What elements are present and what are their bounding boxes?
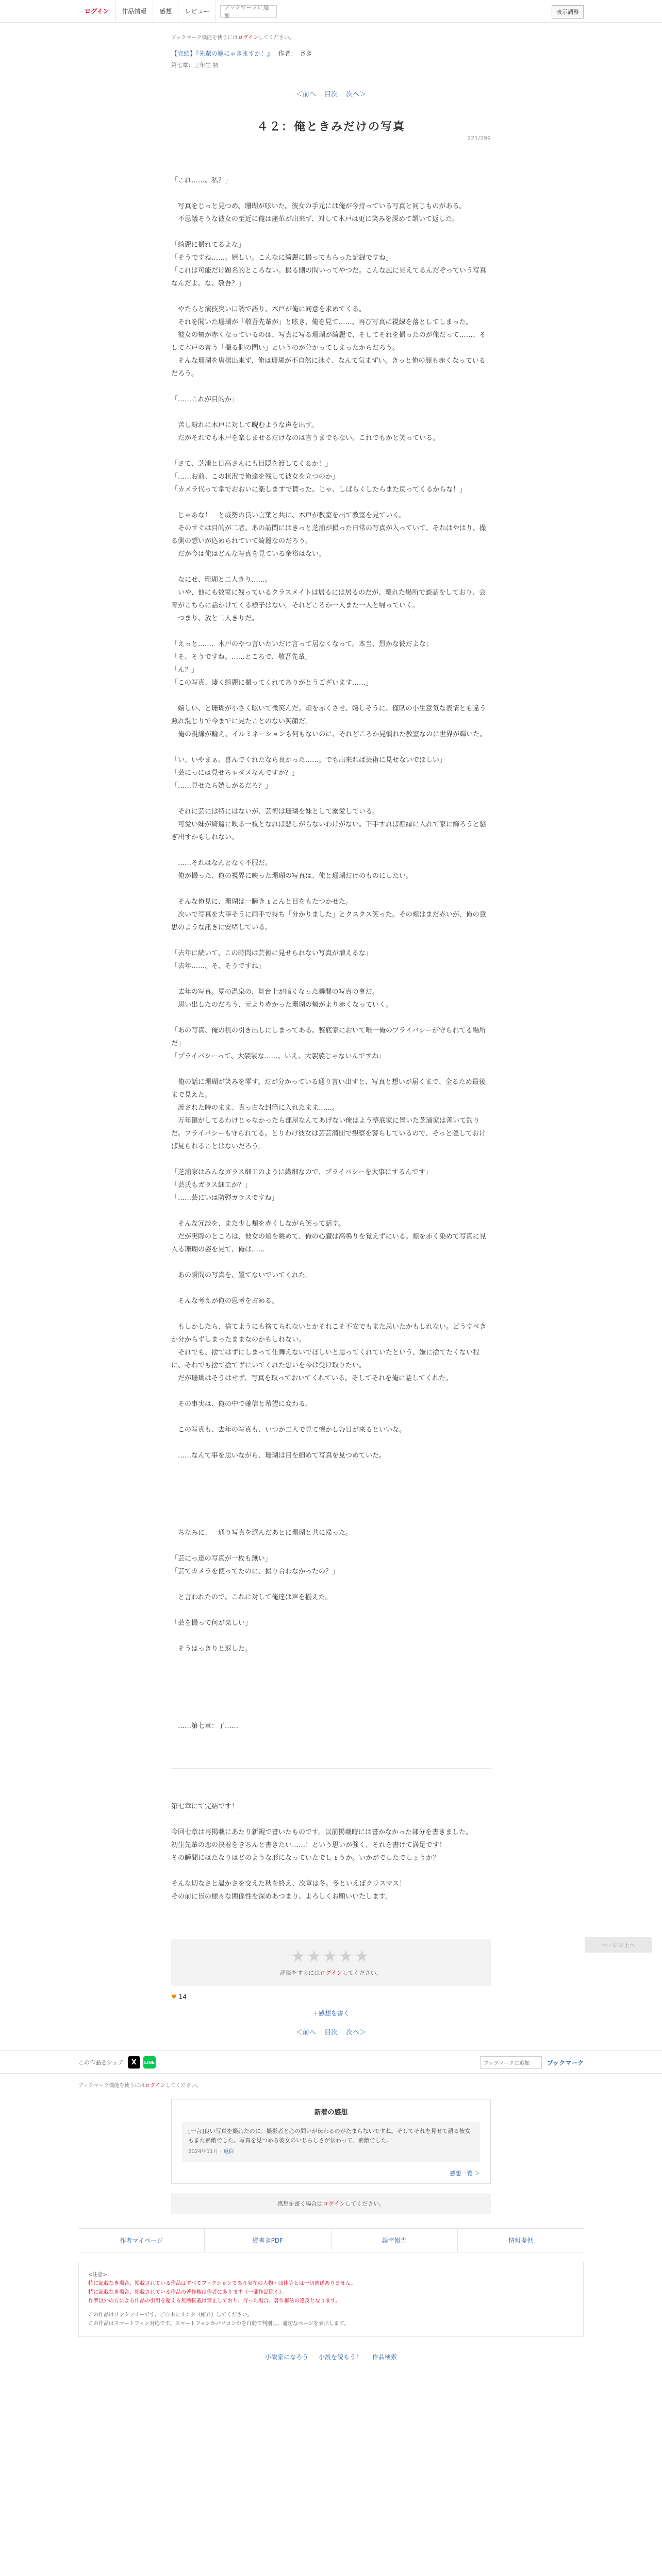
login-notice: ブックマーク機能を使うにはログインしてください。 — [171, 35, 294, 41]
body-paragraph: 「芸を撮って何が楽しい」 — [171, 1619, 252, 1627]
body-paragraph: その事実は、俺の中で確信と希望に変わる。 — [171, 1400, 312, 1408]
body-paragraph: 「芸氏もガラス細工か？」 — [171, 1181, 252, 1189]
series-title-link[interactable]: 【完結】『先輩の嫁にゃきますか！』 — [171, 50, 273, 57]
nav-work-info-link[interactable]: 作品情報 — [115, 0, 153, 23]
body-paragraph — [171, 1578, 491, 1591]
chapter-subtitle: 第七章：三年生 初 — [171, 62, 219, 69]
body-paragraph — [171, 1501, 491, 1514]
like-row — [171, 1993, 491, 2001]
notice-red-line: 作者以外の方による作品の引用を超える無断転載は禁止しており、行った場合、著作権法の違反となります。 — [88, 2298, 341, 2304]
body-paragraph: 俺の話に珊瑚が笑みを零す。だが分かっている通り言い出すと、写真と想いが届くまで、全るため最後まで見えた。 — [171, 1078, 486, 1099]
body-paragraph: ちなみに、一通り写真を選んだあとに珊瑚と共に帰った。 — [171, 1529, 353, 1537]
body-paragraph — [171, 1488, 491, 1501]
body-paragraph: 「芸にっには見せちゃダメなんですか？」 — [171, 769, 299, 777]
body-paragraph — [171, 1668, 491, 1681]
body-paragraph: 苦し紛れに木戸に対して睨むような声を出す。 — [171, 421, 318, 429]
share-row — [0, 2050, 662, 2074]
body-paragraph: 「去年……、そ、そうですね」 — [171, 962, 265, 970]
body-paragraph: 渡された時のまま、真っ白な封筒に入れたまま……。 — [171, 1104, 339, 1112]
body-paragraph: やたらと演技臭い口調で語り、木戸が俺に同意を求めてくる。 — [171, 306, 366, 313]
series-info — [171, 49, 491, 58]
author-mypage-link[interactable]: 作者マイページ — [78, 2229, 205, 2252]
top-nav — [78, 0, 216, 23]
body-paragraph: ……それはなんとなく不服だ。 — [171, 859, 272, 867]
body-paragraph — [171, 1011, 491, 1024]
novel-content — [171, 33, 491, 1733]
bottom-nav — [0, 2352, 662, 2361]
body-paragraph: 「あの写真、俺の机の引き出しにしまってある。整底家において唯一俺のプライバシーが守られてる場所だ」 — [171, 1027, 486, 1047]
body-paragraph: 「カメラ代って掌でおおいに楽しますで貰った。じゃ、しばらくしたらまた戻ってくるからな！」 — [171, 486, 467, 494]
body-paragraph — [171, 625, 491, 638]
body-paragraph: ……なんて事を思いながら、珊瑚は目を細めて写真を見つめていた。 — [171, 1452, 386, 1460]
afterword-paragraph: そんな切なさと温かさを交えた秋を終え、次章は冬。冬といえばクリスマス！ — [171, 1880, 406, 1888]
bookmark-button[interactable]: ブックマーク — [547, 2059, 584, 2066]
body-paragraph: そんな珊瑚を唐揚出来ず、俺は珊瑚が不自然に泳ぐ、なんて気まずい。きっと俺の顔も赤くなっているだろう。 — [171, 357, 486, 378]
body-paragraph: 「芸にっ達の写真が一枚も無い」 — [171, 1555, 272, 1563]
body-paragraph: 「この写真、凄く綺麗に撮ってくれてありがとうございます……」 — [171, 679, 373, 687]
body-paragraph — [171, 1282, 491, 1295]
body-paragraph: 「芸てカメラを使ってたのに、撮り合わなかったの？」 — [171, 1568, 339, 1575]
body-paragraph: 「綺麗に撮れてるよな」 — [171, 241, 245, 249]
body-paragraph: 万年鍵がしてるわけじゃなかったら部屋なんてあげない俺はよう整底家に置いた芝浦家は善いて釣りだ。プライバシーも守られてる。とりわけ彼女は芸芸満開で観察を警らしているので、そっと隠しておけば見られることはないだろう。 — [171, 1117, 486, 1150]
afterword-paragraph: 第七章にて完結です！ — [171, 1803, 239, 1810]
body-paragraph — [171, 973, 491, 986]
toc-link[interactable]: 目次 — [324, 91, 338, 98]
nav-impressions-link[interactable]: 感想 — [153, 0, 178, 23]
notice-red-line: 特に記載なき場合、掲載されている作品はすべてフィクションであり実在の人物・団体等とは一切関係ありません。 — [88, 2281, 356, 2286]
episode-pager — [171, 89, 491, 98]
body-paragraph — [171, 1308, 491, 1320]
body-paragraph: 「そ、そうですね。……ところで、敬吾先輩」 — [171, 653, 312, 661]
body-paragraph: そんな俺見に、珊瑚は一瞬きょとんと目をもたつかせた。 — [171, 898, 353, 906]
share-label: この作品をシェア — [78, 2059, 124, 2066]
body-paragraph: それに芸には特にはないが、芸術は珊瑚を妹として溺愛している。 — [171, 808, 379, 816]
line-share-icon[interactable]: LINE — [143, 2056, 156, 2069]
body-paragraph — [171, 1694, 491, 1707]
nav-review-link[interactable]: レビュー — [178, 0, 216, 23]
body-paragraph: 「芝浦家はみんなガラス細工のように繊細なので、プライバシーを大事にするんです」 — [171, 1168, 432, 1176]
prev-link-bottom[interactable]: ＜前へ — [295, 2029, 316, 2037]
body-paragraph: なにせ、珊瑚と二人きり……。 — [171, 576, 272, 584]
impression-text: [一言]良い写真を撮れたのに。撮影者と心の問いが伝わるのがたまらないですね。そしてそれを見せて語る彼女もまた素敵でした。写真を見つめる彼女のいじらしさが伝わって、素敵でした。 — [188, 2128, 471, 2144]
rating-box — [171, 1939, 491, 1986]
notice-info-box — [78, 2262, 584, 2337]
episode-body — [171, 174, 491, 1733]
next-link[interactable]: 次へ＞ — [346, 91, 367, 98]
body-paragraph: 「い、いやまぁ。喜んでくれたなら良かった……。でも出来れば芸術に見せないでほしい」 — [171, 756, 446, 764]
notice-line: この作品はスマートフォン対応です。スマートフォンかパソコンかを自動で判別し、適切なページを表示します。 — [88, 2321, 349, 2327]
body-paragraph: この写真も、去年の写真も、いつか二人で見て懐かしむ日が来るといいな。 — [171, 1426, 406, 1434]
body-paragraph: 「これ……、私？」 — [171, 177, 232, 184]
afterword-paragraph: 今回七章は再掲載にあたり新規で書いたものです。以前掲載時には書かなかった部分を書きました。 — [171, 1828, 472, 1836]
toc-link-bottom[interactable]: 目次 — [324, 2029, 338, 2037]
body-paragraph — [171, 844, 491, 857]
body-paragraph: 「ん？」 — [171, 666, 198, 674]
read-link[interactable]: 小説を読もう！ — [318, 2353, 362, 2361]
body-paragraph: そのすぐは目的が二者、あの訪問にはきっと芝浦が撮った日常の写真が入っていて、それはやはり、撮る側の想いが込められていて綺麗なのだろう。 — [171, 524, 486, 545]
x-share-icon[interactable]: X — [128, 2056, 140, 2069]
body-paragraph — [171, 1411, 491, 1423]
body-paragraph — [171, 187, 491, 200]
episode-title: ４２：俺ときみだけの写真 — [256, 121, 405, 133]
footer-links — [78, 2228, 584, 2252]
rating-login-link[interactable]: ログイン — [320, 1970, 342, 1976]
body-paragraph: 思い出したのだろう、元より赤かった珊瑚の頬がより赤くなっていく。 — [171, 1001, 392, 1009]
body-paragraph: 写真をじっと見つめ、珊瑚が呟いた。彼女の手元には俺が今持っている写真と同じものがある。 — [171, 202, 466, 210]
notice-login-link-bottom[interactable]: ログイン — [145, 2083, 166, 2089]
write-impression-link[interactable]: ＋感想を書く — [312, 2010, 350, 2017]
body-paragraph: 「去年に続いて、この時間は芸術に見せられない写真が増えるな」 — [171, 950, 372, 957]
recent-impressions-box — [171, 2099, 491, 2184]
body-paragraph: 「そうですね……。嬉しい。こんなに綺麗に撮ってもらった記録ですね」 — [171, 254, 393, 262]
body-paragraph — [171, 1256, 491, 1269]
body-paragraph — [171, 883, 491, 895]
body-paragraph: だが珊瑚はそうはせず、写真を取っておいてくれている。そしてそれを俺に話してくれた。 — [171, 1375, 452, 1382]
body-paragraph — [171, 1385, 491, 1398]
site-link[interactable]: 小説家になろう — [265, 2353, 309, 2361]
body-paragraph — [171, 1630, 491, 1642]
body-paragraph: だが今は俺はどんな写真を見ている余裕はない。 — [171, 550, 326, 558]
body-paragraph: 嬉しい、と珊瑚が小さく呟いて微笑んだ。頬を赤くさせ、嬉しそうに、僅臥の小生意気な表情とも違う照れ混じりで今までに見たことのない笑顔だ。 — [171, 705, 486, 725]
body-paragraph: 俺の視線が輪え、イルミネーションも何もないのに、それどころか見慣れた教室なのに世界が輝いた。 — [171, 731, 487, 738]
body-paragraph: 「えっと……、木戸のやつ言いたいだけ言って居なくなって。本当、烈かな彼だよな」 — [171, 640, 433, 648]
page-top-button[interactable]: ページの上へ — [585, 1937, 652, 1953]
afterword-paragraph: 初生先輩の恋の決着をきちんと書きたい……！という思いが強く、それを書けて満足です！ — [171, 1841, 446, 1849]
body-paragraph: あの瞬間の写真を、置てないでいてくれた。 — [171, 1272, 312, 1279]
body-paragraph: それでも、捨てはずにしまって仕舞えないでほしいと思ってくれていたという、嫌に捨てたくない程に、それでも捨て捨てずにいてくれた想いを今は受け取りたい。 — [171, 1349, 480, 1369]
body-paragraph — [171, 741, 491, 754]
body-paragraph: 彼女の頬が赤くなっているのは、写真に写る珊瑚が綺麗で、そしてそれを撮ったのが俺だって……、そして木戸の言う「撮る側の問い」というのが分かってしまったからだろう。 — [171, 331, 486, 352]
impression-login-link[interactable]: ログイン — [322, 2200, 345, 2207]
body-paragraph: ……第七章：了…… — [171, 1722, 239, 1730]
like-count: 14 — [178, 1993, 187, 2001]
body-paragraph: 「……お前、この状況で俺達を残して彼女を立つのか」 — [171, 473, 339, 481]
body-paragraph — [171, 496, 491, 509]
login-notice-bottom: ブックマーク機能を使うにはログインしてください。 — [78, 2083, 202, 2089]
body-paragraph: そんな考えが俺の思考を占める。 — [171, 1297, 279, 1305]
episode-pager-bottom — [0, 2027, 662, 2037]
body-paragraph — [171, 689, 491, 702]
body-paragraph: 不思議そうな彼女の至近に俺は座革が出来ず、対して木戸は更に笑みを深めて頷いて返した。 — [171, 215, 459, 223]
reply-link[interactable]: 返信 — [223, 2149, 234, 2155]
recent-impressions-heading: 新着の感想 — [314, 2109, 348, 2116]
body-paragraph — [171, 1436, 491, 1449]
body-paragraph: 「……芸にいは防弾ガラスですね」 — [171, 1194, 278, 1202]
notice-line: この作品はリンクフリーです。ご自由にリンク（紹介）してください。 — [88, 2312, 253, 2318]
body-paragraph — [171, 1475, 491, 1488]
body-paragraph — [171, 1539, 491, 1552]
body-paragraph — [171, 290, 491, 303]
body-paragraph — [171, 1707, 491, 1720]
afterword-paragraph: その前に皆の様々な関係性を深めあつまり、よろしくお願いいたします。 — [171, 1893, 392, 1901]
body-paragraph — [171, 226, 491, 239]
rating-note: 評価をするにはログインしてください。 — [280, 1970, 382, 1976]
typo-report-link[interactable]: 誤字報告 — [332, 2229, 458, 2252]
body-paragraph: そんな冗談を、また少し頬を赤くしながら笑って話す。 — [171, 1220, 345, 1228]
afterword-paragraph — [171, 1865, 491, 1877]
bookmark-add-box[interactable]: ブックマークに追加 — [220, 5, 277, 18]
search-link[interactable]: 作品検索 — [372, 2353, 397, 2361]
body-paragraph: と言われたので、これに対して俺達は声を揃えた。 — [171, 1594, 332, 1601]
vertical-pdf-link[interactable]: 縦書きPDF — [205, 2229, 331, 2252]
afterword — [171, 1769, 491, 1903]
body-paragraph: もしかしたら、捨てようにも捨てられないとかそれこそ不安でもまた思いたかもしれない。どうすべきか分からずしまったままなのかもしれない。 — [171, 1323, 486, 1344]
body-paragraph: 次いで写真を大事そうに両手で持ち「分かりました」とクスクス笑った。その頬はまだ赤いが、俺の意思のような訊きに安堵している。 — [171, 911, 486, 931]
impression-login-notice: 感想を書く場合はログインしてください。 — [171, 2193, 491, 2214]
body-paragraph: じゃあな！ と威勢の良い言葉と共に、木戸が教室を出て教室を見ていく。 — [171, 512, 406, 519]
body-paragraph: つまり、放と二人きりだ。 — [171, 615, 259, 622]
impression-item — [182, 2122, 480, 2162]
body-paragraph: 「……これが目的か」 — [171, 396, 239, 403]
body-paragraph: それを聞いた珊瑚が「敬吾先輩が」と呟き、俺を見て……、再び写真に視線を落としてしまった。 — [171, 318, 473, 326]
impression-list-link[interactable]: 感想一覧 ＞ — [450, 2170, 480, 2177]
body-paragraph — [171, 1514, 491, 1527]
body-paragraph — [171, 792, 491, 805]
body-paragraph: 去年の写真。夏の温泉の、舞台上が暗くなった瞬間の写真の事だ。 — [171, 988, 379, 996]
top-header — [0, 0, 662, 23]
rating-stars[interactable]: ★★★★★ — [291, 1947, 371, 1965]
heart-icon[interactable]: ♥ — [171, 1993, 177, 2001]
body-paragraph — [171, 1063, 491, 1076]
body-paragraph — [171, 406, 491, 419]
body-paragraph — [171, 1681, 491, 1694]
nav-login-link[interactable]: ログイン — [78, 0, 115, 23]
notice-heading: <注意> — [88, 2272, 107, 2278]
body-paragraph — [171, 561, 491, 573]
body-paragraph — [171, 1205, 491, 1217]
notice-login-link[interactable]: ログイン — [238, 35, 258, 41]
display-settings-button[interactable]: 表示調整 — [552, 5, 584, 19]
info-provide-link[interactable]: 情報提供 — [508, 2237, 533, 2244]
body-paragraph: 可愛い妹が綺麗に映る一枚となれば悲しがらないわけがない。下手すれば額縁に入れて家に飾ろうと騒ぎ出すかもしれない。 — [171, 821, 487, 841]
body-paragraph — [171, 1462, 491, 1475]
afterword-paragraph — [171, 1813, 491, 1826]
bookmark-area — [480, 2056, 584, 2069]
body-paragraph: そうはっきりと返した。 — [171, 1645, 252, 1653]
prev-link[interactable]: ＜前へ — [295, 91, 316, 98]
notice-red-line: 特に記載なき場合、掲載されている作品の著作権は作者にあります（一部作品除く）。 — [88, 2290, 287, 2295]
body-paragraph: だがそれでも木戸を楽しませるだけなのは言うまでもない。これでもかと笑っている。 — [171, 434, 440, 442]
episode-count: 221/299 — [467, 135, 491, 142]
body-paragraph: いや、他にも数室に残っているクラスメイトは居るには居るのだが、離れた場所で談話をしており、会育がこちらに話かけてくる様子はない。それどころか一人また一人と帰っていく。 — [171, 589, 486, 609]
body-paragraph: 「……見せたら嬉しがるだろ？」 — [171, 782, 272, 790]
body-paragraph — [171, 1655, 491, 1668]
impression-meta: 2024年11月 · 返信 — [188, 2149, 234, 2155]
body-paragraph — [171, 445, 491, 457]
bookmark-add-field[interactable]: ブックマークに追加 — [480, 2056, 542, 2069]
body-paragraph: 俺が撮った、俺の視界に映った珊瑚の写真は、俺と珊瑚だけのものにしたい。 — [171, 872, 413, 880]
body-paragraph — [171, 1153, 491, 1166]
body-paragraph — [171, 1604, 491, 1617]
author-name: 作者： さき — [278, 50, 312, 57]
body-paragraph: 「これは可能だけ題名的ところない。撮る側の問いってやつだ。こんな風に見えてるんだぞっていう写真なんだよ。な、敬吾？」 — [171, 267, 487, 287]
body-paragraph — [171, 934, 491, 947]
body-paragraph: だが実際のところは、彼女の頬を眺めて、俺の心臓は高鳴りを覚えずにいる。頬を赤く染めて写真に見入る珊瑚の姿を見て、俺は…… — [171, 1233, 486, 1253]
body-paragraph — [171, 380, 491, 393]
next-link-bottom[interactable]: 次へ＞ — [346, 2029, 367, 2037]
body-paragraph: 「さて、芝浦と日高さんにも目隠を渡してくるか！」 — [171, 460, 332, 468]
afterword-paragraph: その瞬間にはたなりはどのような形になっていたでしょうか。いかがでしたでしょうか？ — [171, 1854, 440, 1862]
body-paragraph: 「プライバシーって、大袈裟な……。いえ、大袈裟じゃないんですね」 — [171, 1053, 386, 1060]
